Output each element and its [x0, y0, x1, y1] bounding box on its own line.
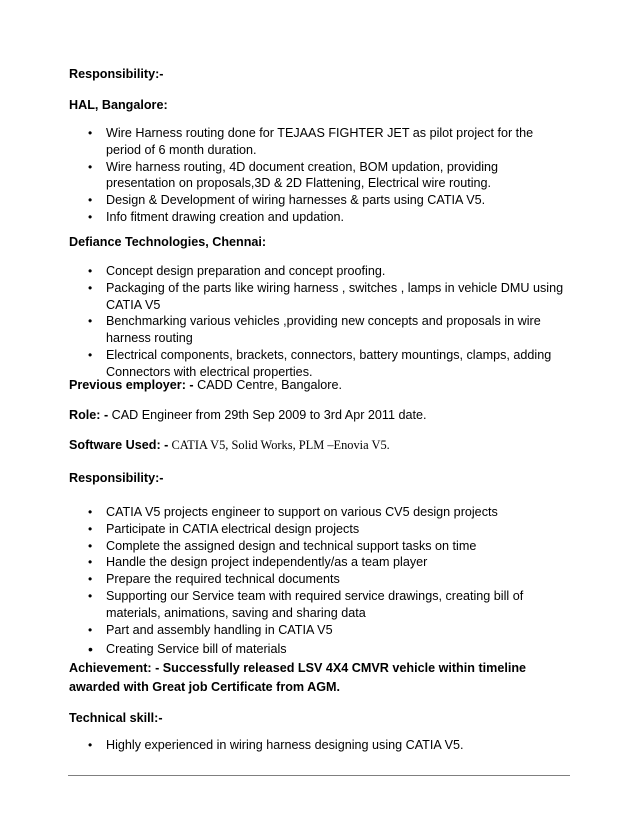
- bullet-icon: •: [88, 588, 93, 603]
- list-item-text: Complete the assigned design and technical support tasks on time: [106, 538, 477, 553]
- list-item: [0, 571, 570, 588]
- bullet-icon: •: [88, 280, 93, 295]
- bullet-icon: •: [88, 209, 93, 224]
- list-item-text: Prepare the required technical documents: [106, 572, 340, 587]
- list-item-text: Packaging of the parts like wiring harness , switches , lamps in vehicle DMU using CATIA V5: [106, 280, 564, 312]
- role-label: Role: -: [69, 408, 109, 422]
- list-item: [0, 521, 570, 538]
- achievement-line-2: awarded with Great job Certificate from AGM.: [69, 680, 341, 694]
- bullet-icon: •: [88, 572, 93, 587]
- bullet-icon: •: [88, 538, 93, 553]
- bullet-icon: •: [88, 193, 93, 208]
- technical-skill-list: [0, 737, 570, 754]
- responsibility-heading-2: Responsibility:-: [69, 471, 164, 485]
- list-item: [0, 192, 570, 209]
- list-item: [0, 641, 570, 658]
- bullet-icon: •: [88, 159, 93, 174]
- list-item-text: Creating Service bill of materials: [106, 642, 287, 657]
- list-item: [0, 209, 570, 226]
- list-item: [0, 159, 570, 193]
- list-item-text: Supporting our Service team with required service drawings, creating bill of materials, animations, saving and sharing data: [106, 588, 524, 620]
- list-item: [0, 622, 570, 639]
- bullet-icon: •: [88, 505, 93, 519]
- list-item-text: Benchmarking various vehicles ,providing new concepts and proposals in wire harness routing: [106, 314, 541, 346]
- role-line: [69, 407, 427, 423]
- list-item: [0, 737, 570, 754]
- list-item-text: Electrical components, brackets, connectors, battery mountings, clamps, adding Connectors with electrical properties.: [106, 347, 552, 379]
- bullet-icon: •: [88, 622, 93, 637]
- list-item-text: Design & Development of wiring harnesses & parts using CATIA V5.: [106, 193, 486, 208]
- list-item: [0, 347, 570, 381]
- software-value: CATIA V5, Solid Works, PLM –Enovia V5.: [168, 438, 390, 452]
- list-item-text: Concept design preparation and concept proofing.: [106, 264, 386, 278]
- role-value: CAD Engineer from 29th Sep 2009 to 3rd Apr 2011 date.: [108, 408, 427, 422]
- previous-employer-label: Previous employer: -: [69, 378, 194, 392]
- software-line: [69, 437, 390, 453]
- list-item: [0, 504, 570, 521]
- list-item: [0, 313, 570, 347]
- list-item-text: Part and assembly handling in CATIA V5: [106, 622, 333, 637]
- bullet-icon: •: [88, 641, 93, 658]
- bullet-icon: •: [88, 314, 93, 329]
- previous-employer-value: CADD Centre, Bangalore.: [193, 378, 342, 392]
- company-defiance-heading: Defiance Technologies, Chennai:: [69, 235, 267, 249]
- bullet-icon: •: [88, 521, 93, 536]
- cadd-responsibility-list: [0, 504, 570, 658]
- defiance-responsibility-list: [0, 263, 570, 381]
- list-item-text: CATIA V5 projects engineer to support on various CV5 design projects: [106, 505, 498, 519]
- hal-responsibility-list: [0, 125, 570, 226]
- bullet-icon: •: [88, 126, 93, 140]
- list-item-text: Info fitment drawing creation and updation.: [106, 209, 345, 224]
- list-item-text: Participate in CATIA electrical design projects: [106, 521, 360, 536]
- list-item: [0, 554, 570, 571]
- list-item: [0, 125, 570, 159]
- previous-employer-line: [69, 377, 342, 393]
- software-label: Software Used: -: [69, 438, 169, 452]
- achievement-line-1: Achievement: - Successfully released LSV 4X4 CMVR vehicle within timeline: [69, 661, 527, 675]
- list-item-text: Handle the design project independently/as a team player: [106, 555, 428, 570]
- list-item: [0, 538, 570, 555]
- technical-skill-heading: Technical skill:-: [69, 711, 163, 725]
- list-item: [0, 280, 570, 314]
- footer-divider: [68, 775, 570, 776]
- bullet-icon: •: [88, 264, 93, 278]
- bullet-icon: •: [88, 738, 93, 752]
- list-item: [0, 263, 570, 280]
- bullet-icon: •: [88, 347, 93, 362]
- list-item-text: Wire harness routing, 4D document creation, BOM updation, providing presentation on proposals,3D & 2D Flattening, Electrical wire routing.: [106, 159, 499, 191]
- company-hal-heading: HAL, Bangalore:: [69, 98, 168, 112]
- responsibility-heading-1: Responsibility:-: [69, 67, 164, 81]
- bullet-icon: •: [88, 555, 93, 570]
- list-item: [0, 588, 570, 622]
- list-item-text: Highly experienced in wiring harness designing using CATIA V5.: [106, 738, 464, 752]
- list-item-text: Wire Harness routing done for TEJAAS FIGHTER JET as pilot project for the period of 6 month duration.: [106, 126, 534, 157]
